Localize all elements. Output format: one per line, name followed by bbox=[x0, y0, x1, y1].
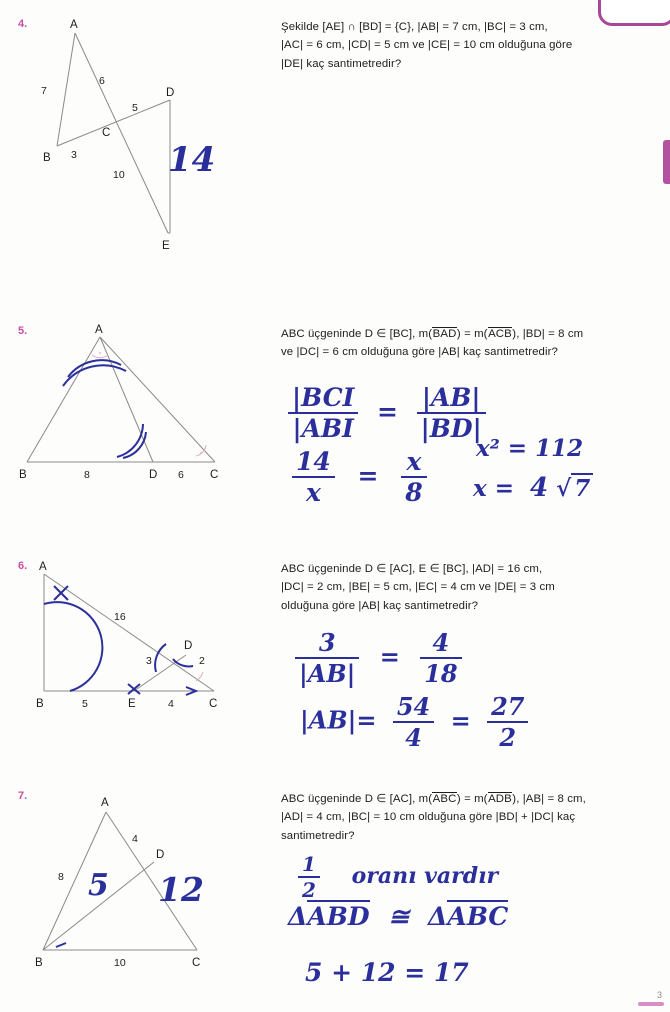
q6-frac-right bbox=[420, 628, 461, 688]
q6-frac4 bbox=[487, 692, 528, 752]
q7-work-line1 bbox=[298, 852, 498, 902]
page-number: 3 bbox=[656, 990, 662, 1000]
angle-dot-C bbox=[200, 452, 202, 454]
vertex-label-B: B bbox=[35, 957, 43, 969]
question-6-number: 6. bbox=[18, 560, 28, 572]
q5-frac2-den: |BD| bbox=[417, 412, 486, 443]
vertex-label-C: C bbox=[102, 127, 111, 139]
side-label-CD: 5 bbox=[132, 102, 138, 114]
q7-handwritten-DC: 12 bbox=[158, 870, 204, 909]
side-label-DC: 6 bbox=[178, 469, 184, 481]
q5-frac3-num: 14 bbox=[296, 447, 331, 476]
q5-x-equals: x = bbox=[473, 475, 514, 502]
question-4-stem-line-2: |AC| = 6 cm, |CD| = 5 cm ve |CE| = 10 cm olduğuna göre bbox=[281, 39, 573, 52]
question-7-figure bbox=[10, 790, 260, 970]
q5-work2-frac-left bbox=[292, 447, 335, 507]
q5-equals-2: = bbox=[357, 460, 379, 490]
vertex-label-A: A bbox=[95, 324, 103, 336]
question-5-stem-line-1: ABC üçgeninde D ∈ [BC], m(BAD) = m(ACB), |BD| = 8 cm bbox=[281, 328, 584, 340]
q7-work-line2 bbox=[288, 902, 508, 931]
side-label-AC: 6 bbox=[99, 75, 105, 87]
vertex-label-D: D bbox=[156, 849, 165, 861]
q6-frac3-den: 4 bbox=[393, 721, 434, 752]
question-4-stem-line-3: |DE| kaç santimetredir? bbox=[281, 57, 402, 70]
q5-frac4-den: 8 bbox=[401, 476, 426, 507]
q6-equals-2: = bbox=[450, 705, 471, 735]
q5-work2-frac-right bbox=[401, 447, 426, 507]
side-label-DE: 3 bbox=[146, 655, 152, 667]
side-label-AD: 4 bbox=[132, 833, 138, 845]
vertex-label-C: C bbox=[192, 957, 201, 969]
angle-ADB-overline: ADB bbox=[488, 793, 512, 805]
question-7-stem bbox=[281, 790, 661, 845]
q6-ab-equals: |AB|= bbox=[300, 705, 377, 735]
question-6-stem-line-1: ABC üçgeninde D ∈ [AC], E ∈ [BC], |AD| = 16 cm, bbox=[281, 563, 543, 575]
side-label-EC: 4 bbox=[168, 698, 174, 710]
q6-equals-1: = bbox=[379, 641, 400, 671]
question-4-figure bbox=[10, 18, 270, 253]
q5-work-line2 bbox=[292, 447, 427, 507]
q5-coefficient: 4 bbox=[530, 473, 549, 503]
segment-AC bbox=[100, 337, 215, 462]
q5-frac1-den: |ABI bbox=[288, 412, 358, 443]
q6-frac4-num: 27 bbox=[491, 692, 525, 721]
figure-7-svg bbox=[10, 790, 260, 970]
vertex-label-B: B bbox=[43, 152, 51, 164]
vertex-label-A: A bbox=[70, 19, 78, 31]
question-4-stem-line-1: Şekilde [AE] ∩ [BD] = {C}, |AB| = 7 cm, |BC| = 3 cm, bbox=[281, 21, 548, 33]
page-number-rule-decoration bbox=[638, 1002, 664, 1006]
q5-work-frac-right bbox=[417, 383, 486, 443]
q5-work-line3: x² = 112 bbox=[476, 435, 584, 462]
question-7-stem-line-2: |AD| = 4 cm, |BC| = 10 cm olduğuna göre |BD| + |DC| kaç bbox=[281, 811, 576, 824]
q5-frac4-num: x bbox=[406, 447, 422, 476]
angle-arc-D-blue-1 bbox=[155, 644, 166, 672]
vertex-label-B: B bbox=[19, 469, 27, 481]
side-label-AB: 7 bbox=[41, 85, 47, 97]
q6-frac-left bbox=[295, 628, 359, 688]
arrow-BC-head bbox=[56, 943, 66, 947]
question-6-stem bbox=[281, 560, 661, 615]
vertex-label-A: A bbox=[39, 561, 47, 573]
side-label-BE: 5 bbox=[82, 698, 88, 710]
vertex-label-D: D bbox=[184, 640, 193, 652]
q5-frac1-num: |BCI bbox=[292, 383, 355, 412]
question-7-stem-line-3: santimetredir? bbox=[281, 829, 355, 842]
q6-frac1-den: |AB| bbox=[295, 657, 359, 688]
question-4-handwritten-answer: 14 bbox=[168, 140, 216, 180]
q7-work-line3: 5 + 12 = 17 bbox=[305, 958, 469, 987]
side-label-AB: 8 bbox=[58, 871, 64, 883]
vertex-label-E: E bbox=[128, 698, 136, 710]
side-label-BD: 8 bbox=[84, 469, 90, 481]
question-5-number: 5. bbox=[18, 325, 28, 337]
segment-AC bbox=[44, 574, 214, 691]
angle-dot-A bbox=[99, 352, 101, 354]
q6-frac1-num: 3 bbox=[318, 628, 336, 657]
side-label-AD: 16 bbox=[114, 611, 126, 623]
question-6-stem-line-2: |DC| = 2 cm, |BE| = 5 cm, |EC| = 4 cm ve |DE| = 3 cm bbox=[281, 581, 555, 594]
segment-ED bbox=[134, 655, 186, 691]
q6-frac2-den: 18 bbox=[420, 657, 461, 688]
question-4-number: 4. bbox=[18, 18, 28, 30]
q5-equals-1: = bbox=[377, 396, 398, 426]
q5-radicand: 7 bbox=[571, 473, 593, 502]
angle-arc-B-blue bbox=[44, 602, 102, 691]
angle-ABC-overline: ABC bbox=[432, 793, 457, 805]
q6-frac2-num: 4 bbox=[432, 628, 450, 657]
vertex-label-E: E bbox=[162, 240, 170, 252]
question-4-stem bbox=[281, 18, 661, 73]
side-label-BC: 3 bbox=[71, 149, 77, 161]
q7-frac-den: 2 bbox=[298, 876, 320, 902]
q5-work-line1 bbox=[288, 383, 486, 443]
q5-work-frac-left bbox=[288, 383, 358, 443]
q5-sqrt-symbol: √ bbox=[556, 475, 572, 502]
segment-AB bbox=[57, 33, 75, 146]
q7-tri-symbol-2: Δ bbox=[428, 902, 448, 931]
vertex-label-B: B bbox=[36, 698, 44, 710]
question-5-figure bbox=[10, 325, 260, 485]
q7-frac-num: 1 bbox=[302, 852, 316, 876]
angle-mark-E-cross bbox=[128, 684, 140, 694]
q6-work-line2 bbox=[300, 692, 528, 752]
q5-work-line4 bbox=[473, 473, 593, 503]
q7-triangle-left: ABD bbox=[307, 902, 370, 931]
figure-4-svg bbox=[10, 18, 270, 253]
segment-AD bbox=[100, 337, 153, 462]
question-7-number: 7. bbox=[18, 790, 28, 802]
vertex-label-D: D bbox=[166, 87, 175, 99]
q6-frac3 bbox=[393, 692, 434, 752]
segment-BD bbox=[57, 100, 170, 146]
question-5-stem bbox=[281, 325, 661, 362]
figure-5-svg bbox=[10, 325, 260, 485]
q6-frac4-den: 2 bbox=[487, 721, 528, 752]
vertex-label-D: D bbox=[149, 469, 158, 481]
q7-handwritten-BD: 5 bbox=[88, 868, 109, 903]
page-edge-marker-decoration bbox=[663, 140, 670, 184]
q5-frac3-den: x bbox=[292, 476, 335, 507]
question-6-figure bbox=[10, 560, 260, 710]
q7-ratio-frac bbox=[298, 852, 320, 902]
q7-ratio-text: oranı vardır bbox=[351, 863, 499, 889]
angle-mark-A-pink bbox=[92, 355, 108, 358]
side-label-CE: 10 bbox=[113, 169, 125, 181]
question-6-stem-line-3: olduğuna göre |AB| kaç santimetredir? bbox=[281, 599, 479, 612]
q6-work-line1 bbox=[295, 628, 462, 688]
side-label-DC: 2 bbox=[199, 655, 205, 667]
figure-6-svg bbox=[10, 560, 260, 710]
segment-AB bbox=[27, 337, 100, 462]
q7-congruent-symbol: ≅ bbox=[388, 902, 410, 931]
vertex-label-C: C bbox=[210, 469, 219, 481]
vertex-label-C: C bbox=[209, 698, 218, 710]
q5-frac2-num: |AB| bbox=[421, 383, 481, 412]
side-label-BC: 10 bbox=[114, 957, 126, 969]
angle-ACB-overline: ACB bbox=[488, 328, 512, 340]
question-5-stem-line-2: ve |DC| = 6 cm olduğuna göre |AB| kaç santimetredir? bbox=[281, 346, 558, 359]
angle-mark-A-cross bbox=[54, 586, 68, 600]
q6-frac3-num: 54 bbox=[396, 692, 431, 721]
question-7-stem-line-1: ABC üçgeninde D ∈ [AC], m(ABC) = m(ADB), |AB| = 8 cm, bbox=[281, 793, 586, 805]
angle-BAD-overline: BAD bbox=[432, 328, 457, 340]
q7-tri-symbol-1: Δ bbox=[288, 902, 308, 931]
q7-triangle-right: ABC bbox=[447, 902, 509, 931]
vertex-label-A: A bbox=[101, 797, 109, 809]
